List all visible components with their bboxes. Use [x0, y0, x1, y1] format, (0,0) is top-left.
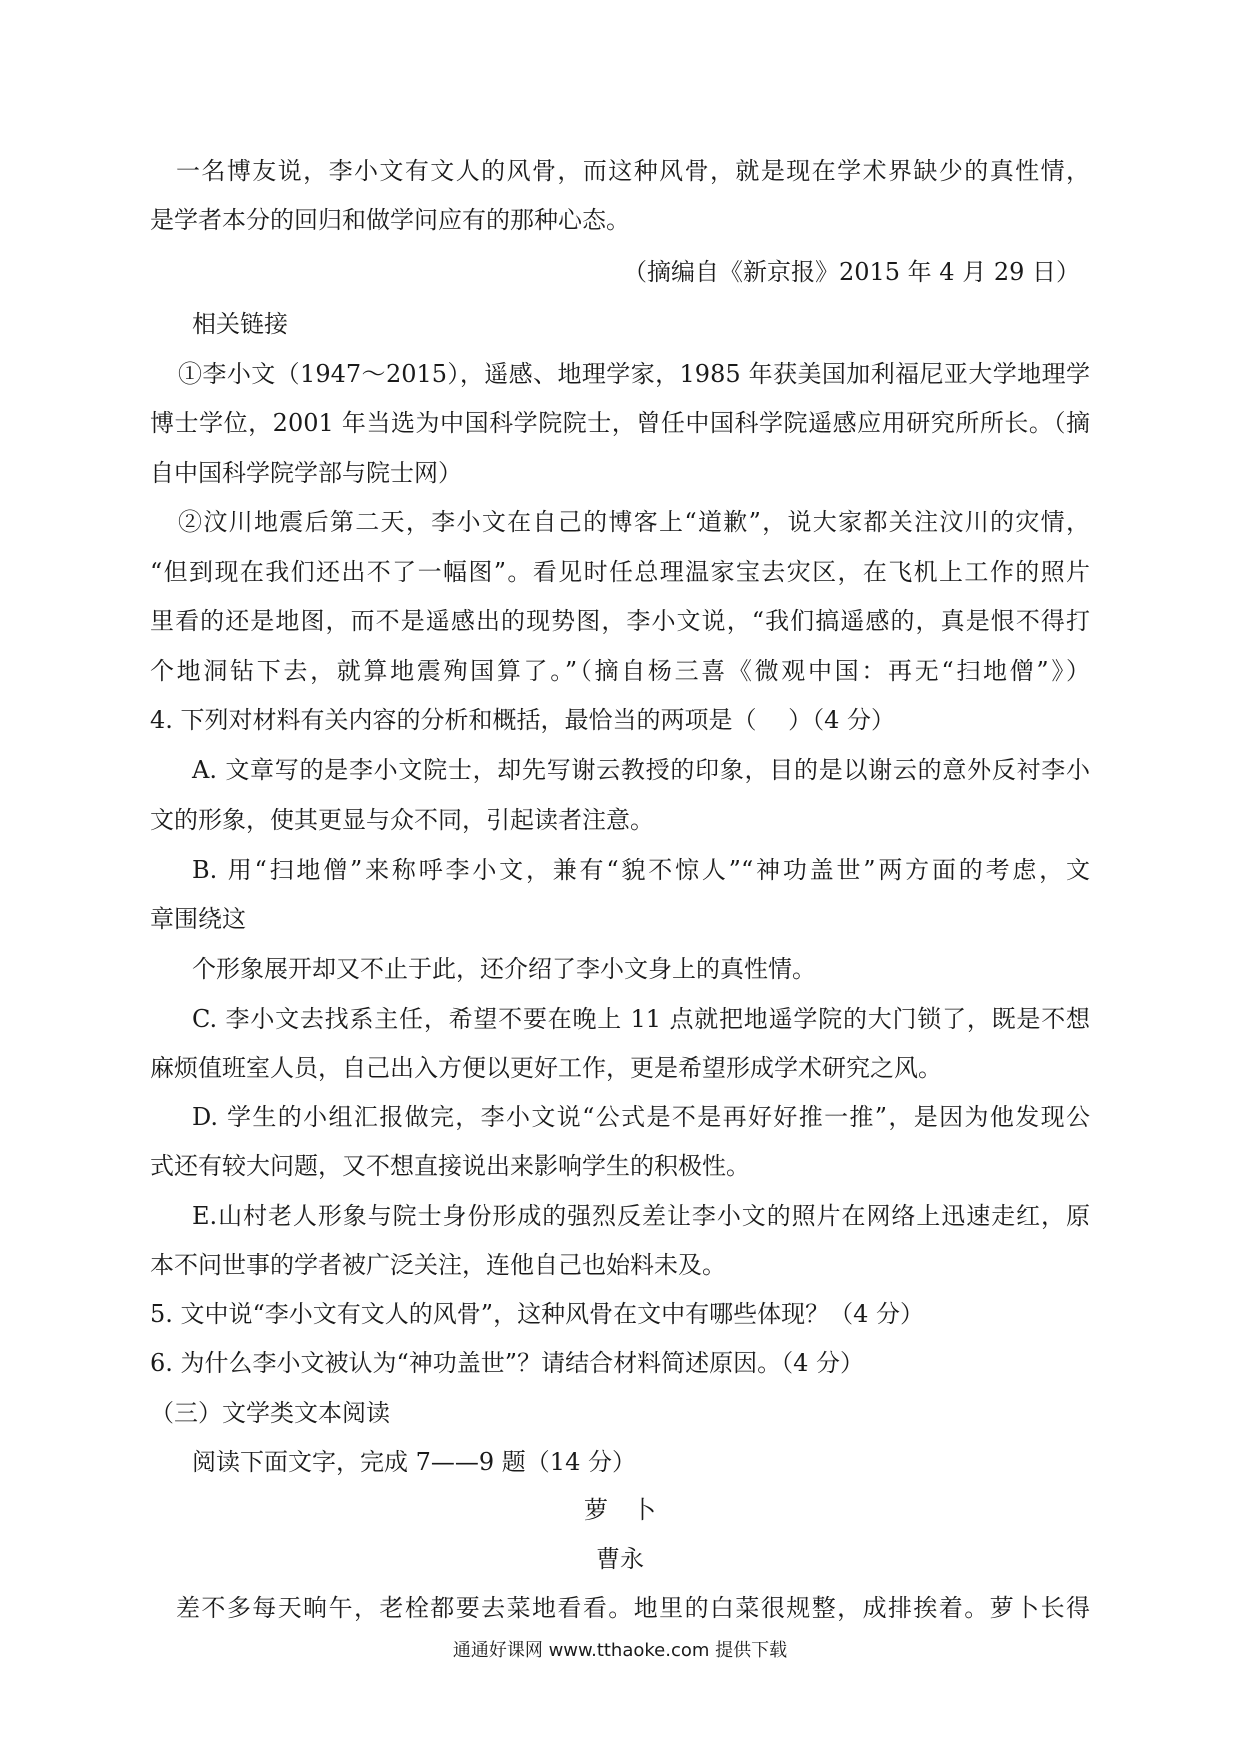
option-c-line-2: 麻烦值班室人员，自己出入方便以更好工作，更是希望形成学术研究之风。	[150, 1054, 942, 1082]
source-note: （摘编自《新京报》2015 年 4 月 29 日）	[622, 258, 1080, 286]
section-3-instruction: 阅读下面文字，完成 7——9 题（14 分）	[192, 1448, 636, 1476]
option-e-line-1: E.山村老人形象与院士身份形成的强烈反差让李小文的照片在网络上迅速走红，原	[192, 1202, 1090, 1230]
question-5: 5. 文中说“李小文有文人的风骨”，这种风骨在文中有哪些体现？（4 分）	[150, 1300, 924, 1328]
option-a-line-1: A. 文章写的是李小文院士，却先写谢云教授的印象，目的是以谢云的意外反衬李小	[192, 756, 1090, 784]
intro-line-1: 一名博友说，李小文有文人的风骨，而这种风骨，就是现在学术界缺少的真性情，	[176, 157, 1090, 185]
question-4-stem: 4. 下列对材料有关内容的分析和概括，最恰当的两项是（ ）（4 分）	[150, 706, 896, 734]
option-b-line-1: B. 用“扫地僧”来称呼李小文，兼有“貌不惊人”“神功盖世”两方面的考虑，文	[192, 856, 1090, 884]
related-item-2-line-1: ②汶川地震后第二天，李小文在自己的博客上“道歉”，说大家都关注汶川的灾情，	[178, 508, 1090, 536]
related-item-1-line-2: 博士学位，2001 年当选为中国科学院院士，曾任中国科学院遥感应用研究所所长。（摘	[150, 409, 1090, 437]
option-c-line-1: C. 李小文去找系主任，希望不要在晚上 11 点就把地遥学院的大门锁了，既是不想	[192, 1005, 1090, 1033]
page-footer: 通通好课网 www.tthaoke.com 提供下载	[452, 1640, 788, 1661]
related-item-2-line-4: 个地洞钻下去，就算地震殉国算了。”（摘自杨三喜《微观中国：再无“扫地僧”》）	[150, 657, 1090, 685]
related-item-2-line-2: “但到现在我们还出不了一幅图”。看见时任总理温家宝去灾区，在飞机上工作的照片	[150, 558, 1090, 586]
story-author: 曹永	[596, 1545, 644, 1573]
question-6: 6. 为什么李小文被认为“神功盖世”？请结合材料简述原因。（4 分）	[150, 1349, 864, 1377]
option-b-line-3: 个形象展开却又不止于此，还介绍了李小文身上的真性情。	[192, 955, 816, 983]
option-e-line-2: 本不问世事的学者被广泛关注，连他自己也始料未及。	[150, 1251, 726, 1279]
section-3-heading: （三）文学类文本阅读	[150, 1399, 390, 1427]
related-item-2-line-3: 里看的还是地图，而不是遥感出的现势图，李小文说，“我们搞遥感的，真是恨不得打	[150, 607, 1090, 635]
story-first-line: 差不多每天晌午，老栓都要去菜地看看。地里的白菜很规整，成排挨着。萝卜长得	[176, 1594, 1090, 1622]
option-a-line-2: 文的形象，使其更显与众不同，引起读者注意。	[150, 806, 654, 834]
option-b-line-2: 章围绕这	[150, 905, 246, 933]
story-title: 萝 卜	[584, 1496, 656, 1524]
option-d-line-2: 式还有较大问题，又不想直接说出来影响学生的积极性。	[150, 1152, 750, 1180]
option-d-line-1: D. 学生的小组汇报做完，李小文说“公式是不是再好好推一推”，是因为他发现公	[192, 1103, 1090, 1131]
related-item-1-line-3: 自中国科学院学部与院士网）	[150, 459, 462, 487]
related-item-1-line-1: ①李小文（1947～2015），遥感、地理学家，1985 年获美国加利福尼亚大学地理学	[178, 360, 1090, 388]
intro-line-2: 是学者本分的回归和做学问应有的那种心态。	[150, 206, 630, 234]
related-links-heading: 相关链接	[192, 310, 288, 338]
